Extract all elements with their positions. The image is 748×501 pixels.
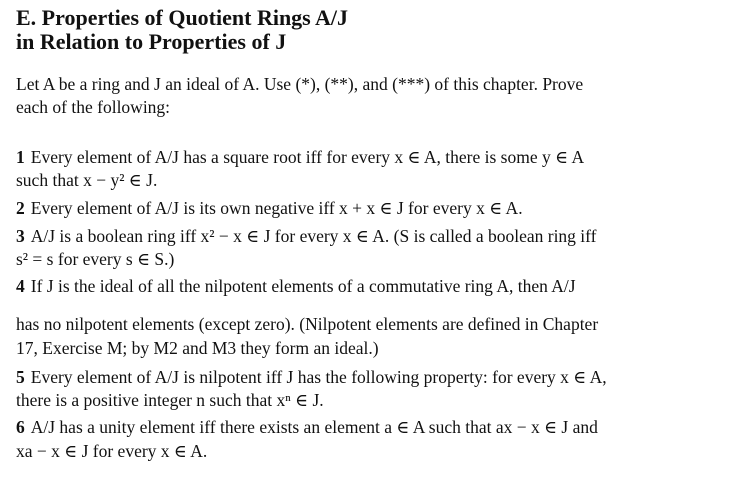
exercise-number: 6 [16, 417, 25, 437]
section-heading-line-1: E. Properties of Quotient Rings A/J [16, 5, 349, 30]
exercise-4-continued-1: has no nilpotent elements (except zero). (Nilpotent elements are defined in Chapter [16, 314, 599, 334]
exercise-3 [16, 225, 597, 247]
exercise-number: 2 [16, 198, 25, 218]
exercise-2 [16, 197, 523, 219]
exercise-1 [16, 146, 584, 168]
exercise-number: 3 [16, 226, 25, 246]
exercise-text: A/J has a unity element iff there exists an element a ∈ A such that ax − x ∈ J and [30, 417, 598, 437]
exercise-1-continued: such that x − y² ∈ J. [16, 170, 158, 190]
exercise-4 [16, 275, 576, 297]
section-heading-line-2: in Relation to Properties of J [16, 29, 287, 54]
exercise-text: Every element of A/J is its own negative iff x + x ∈ J for every x ∈ A. [30, 198, 523, 218]
intro-line-2: each of the following: [16, 97, 171, 117]
exercise-number: 5 [16, 367, 25, 387]
exercise-number: 4 [16, 276, 25, 296]
exercise-3-continued: s² = s for every s ∈ S.) [16, 249, 175, 269]
exercise-text: Every element of A/J has a square root iff for every x ∈ A, there is some y ∈ A [30, 147, 585, 167]
exercise-text: If J is the ideal of all the nilpotent elements of a commutative ring A, then A/J [30, 276, 576, 296]
intro-line-1: Let A be a ring and J an ideal of A. Use (*), (**), and (***) of this chapter. Prove [16, 74, 584, 94]
exercise-6-continued: xa − x ∈ J for every x ∈ A. [16, 441, 208, 461]
exercise-5 [16, 366, 607, 388]
exercise-4-continued-2: 17, Exercise M; by M2 and M3 they form an ideal.) [16, 338, 379, 358]
exercise-text: A/J is a boolean ring iff x² − x ∈ J for every x ∈ A. (S is called a boolean ring iff [30, 226, 597, 246]
exercise-text: Every element of A/J is nilpotent iff J has the following property: for every x ∈ A, [30, 367, 607, 387]
exercise-number: 1 [16, 147, 25, 167]
exercise-6 [16, 416, 598, 438]
exercise-5-continued: there is a positive integer n such that xⁿ ∈ J. [16, 390, 324, 410]
